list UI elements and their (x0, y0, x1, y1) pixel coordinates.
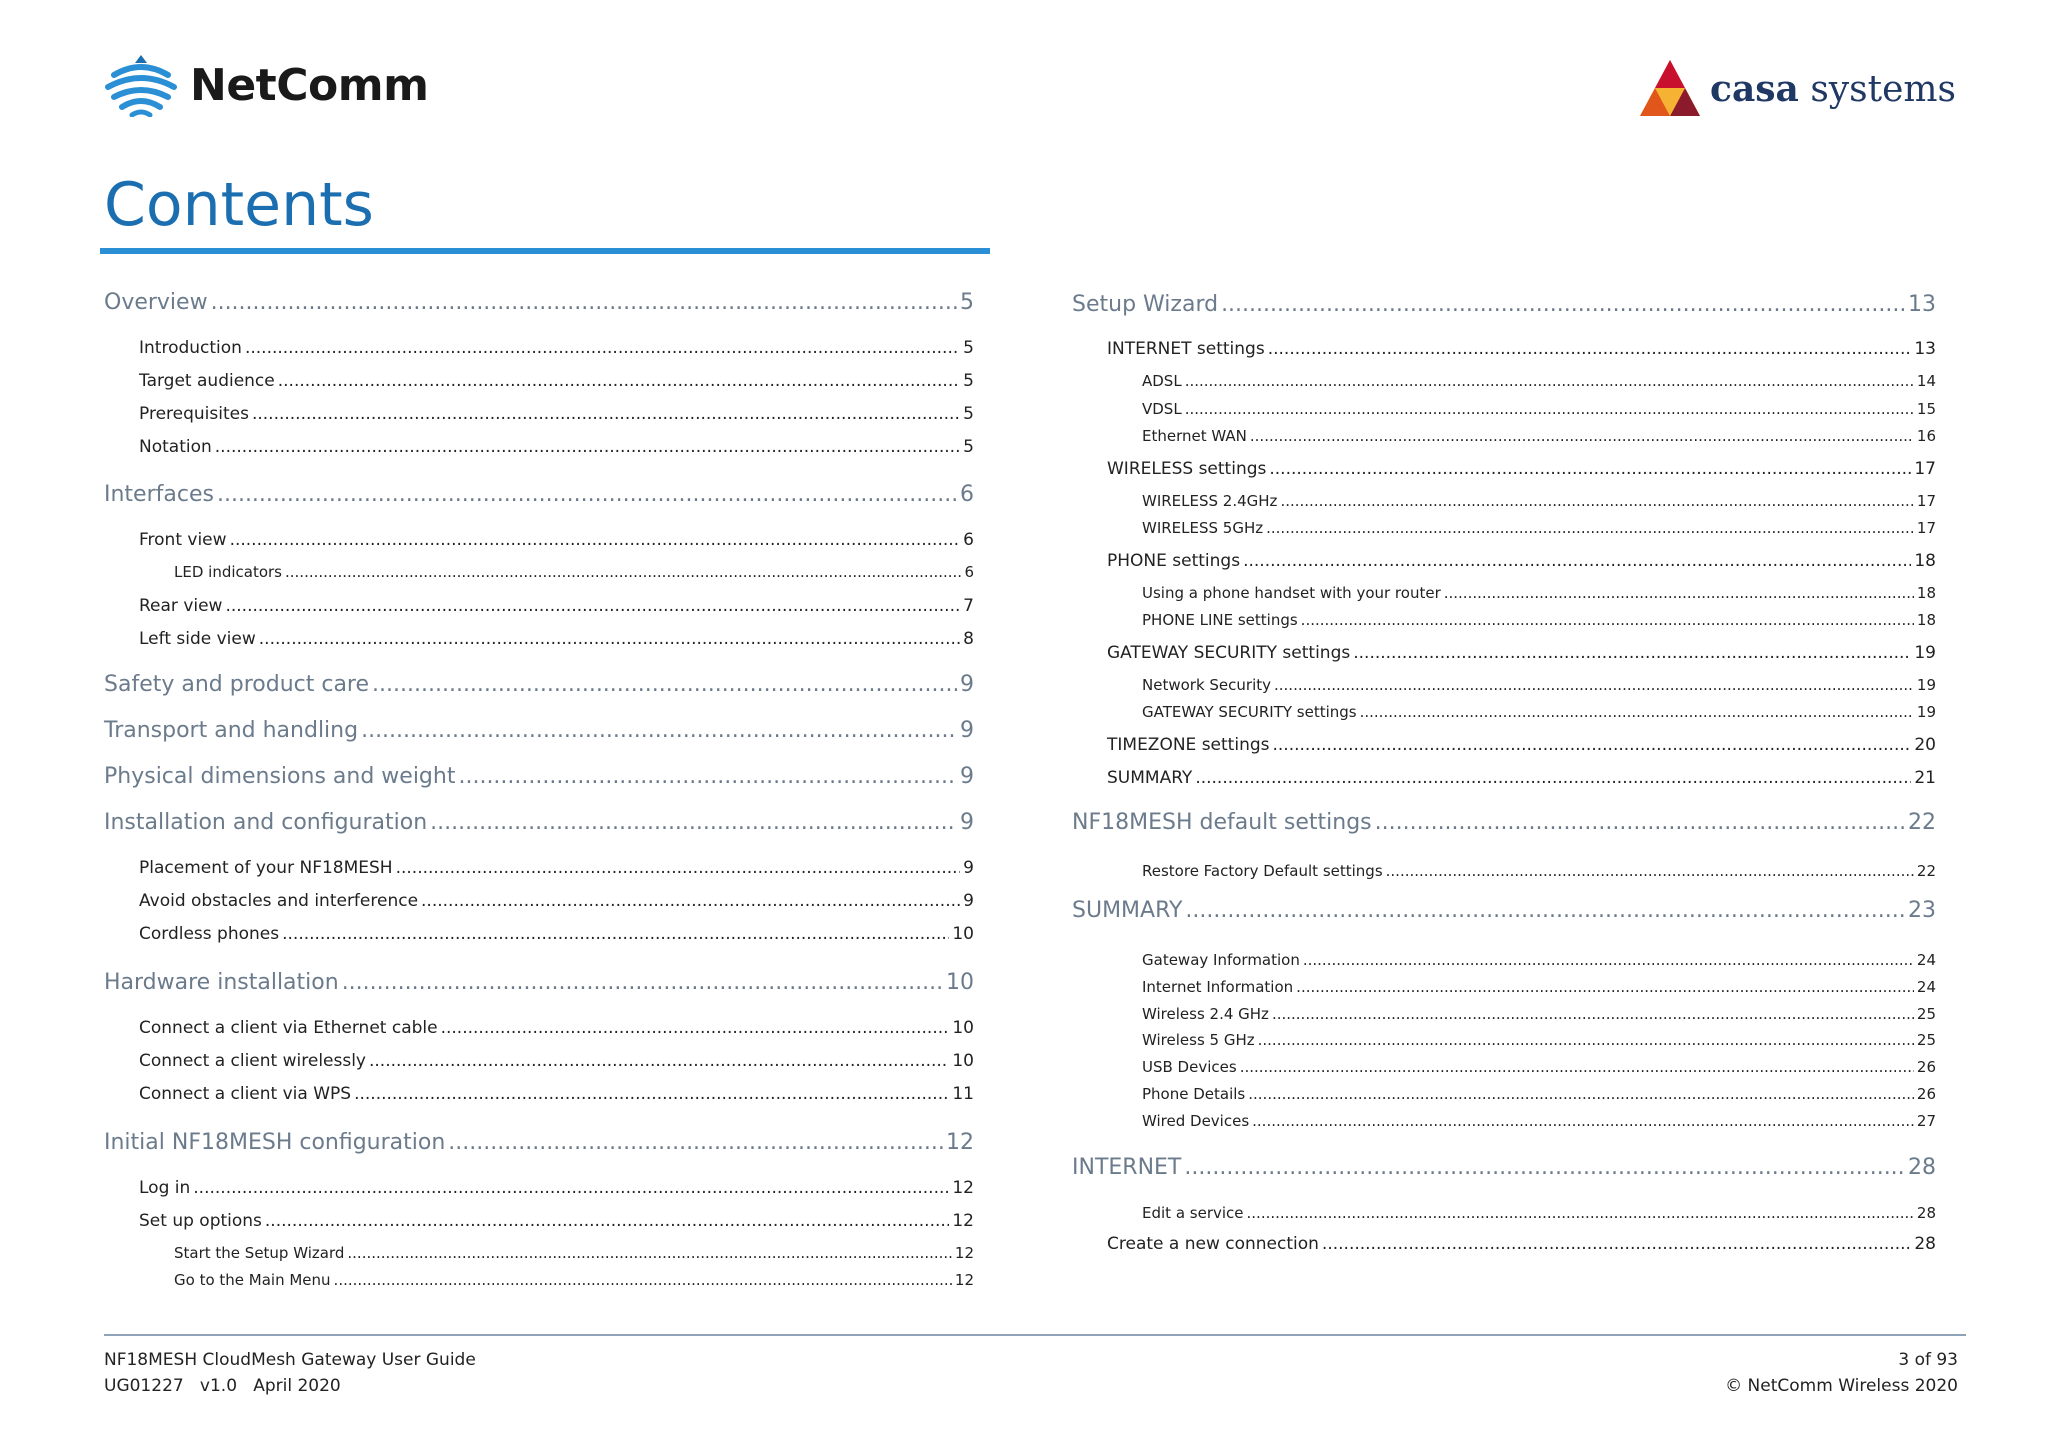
toc-page-number: 19 (1914, 643, 1936, 663)
toc-entry-level-3[interactable] (174, 1244, 974, 1262)
toc-dot-leader (1185, 898, 1905, 923)
toc-entry-label: Connect a client wirelessly (139, 1051, 366, 1071)
toc-page-number: 12 (952, 1178, 974, 1198)
toc-entry-level-2[interactable] (139, 1211, 974, 1231)
toc-dot-leader (282, 924, 949, 944)
toc-entry-level-1[interactable] (1072, 292, 1936, 317)
toc-page-number: 5 (963, 371, 974, 391)
netcomm-logo (104, 50, 428, 120)
toc-entry-label: GATEWAY SECURITY settings (1107, 643, 1351, 663)
toc-page-number: 25 (1916, 1031, 1936, 1049)
toc-entry-label: Create a new connection (1107, 1234, 1319, 1254)
toc-page-number: 26 (1916, 1058, 1936, 1076)
toc-entry-label: Set up options (139, 1211, 262, 1231)
toc-entry-label: NF18MESH default settings (1072, 810, 1372, 835)
toc-entry-level-3[interactable] (1142, 492, 1936, 510)
toc-entry-label: ADSL (1142, 372, 1182, 390)
toc-page-number: 9 (963, 858, 974, 878)
toc-page-number: 28 (1914, 1234, 1936, 1254)
toc-entry-label: SUMMARY (1072, 898, 1183, 923)
toc-entry-label: Go to the Main Menu (174, 1271, 331, 1289)
toc-entry-label: Edit a service (1142, 1204, 1244, 1222)
footer-copyright: © NetComm Wireless 2020 (1725, 1376, 1958, 1396)
toc-entry-level-3[interactable] (1142, 862, 1936, 880)
toc-entry-level-2[interactable] (1107, 551, 1936, 571)
toc-entry-level-3[interactable] (174, 1271, 974, 1289)
toc-page-number: 10 (952, 924, 974, 944)
toc-entry-level-2[interactable] (139, 596, 974, 616)
toc-entry-level-3[interactable] (1142, 1058, 1936, 1076)
toc-dot-leader (259, 629, 960, 649)
toc-dot-leader (1185, 372, 1914, 390)
toc-dot-leader (1280, 492, 1913, 510)
toc-entry-label: WIRELESS 5GHz (1142, 519, 1264, 537)
toc-entry-level-2[interactable] (1107, 735, 1936, 755)
toc-entry-level-1[interactable] (104, 482, 974, 507)
toc-page-number: 5 (963, 404, 974, 424)
toc-dot-leader (211, 290, 957, 315)
toc-dot-leader (1386, 862, 1914, 880)
toc-page-number: 26 (1916, 1085, 1936, 1103)
toc-entry-label: VDSL (1142, 400, 1182, 418)
toc-entry-label: WIRELESS settings (1107, 459, 1267, 479)
casa-triangle-icon (1638, 58, 1702, 120)
toc-entry-label: Front view (139, 530, 227, 550)
toc-page-number: 10 (952, 1018, 974, 1038)
toc-entry-level-2[interactable] (139, 371, 974, 391)
toc-entry-level-3[interactable] (1142, 951, 1936, 969)
toc-dot-leader (361, 718, 957, 743)
toc-entry-label: WIRELESS 2.4GHz (1142, 492, 1278, 510)
toc-entry-label: Notation (139, 437, 212, 457)
toc-page-number: 5 (963, 338, 974, 358)
toc-dot-leader (1444, 584, 1914, 602)
toc-entry-label: Overview (104, 290, 208, 315)
toc-page-number: 12 (954, 1271, 974, 1289)
toc-dot-leader (441, 1018, 950, 1038)
toc-entry-level-1[interactable] (104, 718, 974, 743)
toc-entry-label: Prerequisites (139, 404, 249, 424)
toc-entry-level-1[interactable] (104, 1130, 974, 1155)
toc-entry-label: Transport and handling (104, 718, 359, 743)
toc-dot-leader (1360, 703, 1914, 721)
toc-page-number: 10 (952, 1051, 974, 1071)
toc-page-number: 5 (960, 290, 974, 315)
toc-entry-label: Avoid obstacles and interference (139, 891, 419, 911)
toc-entry-level-2[interactable] (1107, 1234, 1936, 1254)
toc-entry-level-2[interactable] (1107, 339, 1936, 359)
toc-page-number: 9 (960, 672, 974, 697)
toc-dot-leader (215, 437, 960, 457)
toc-entry-label: Log in (139, 1178, 191, 1198)
toc-entry-label: Left side view (139, 629, 256, 649)
netcomm-brand-text: NetComm (190, 59, 429, 111)
toc-entry-level-3[interactable] (174, 563, 974, 581)
toc-dot-leader (342, 970, 943, 995)
toc-entry-level-1[interactable] (104, 290, 974, 315)
toc-entry-level-3[interactable] (1142, 1112, 1936, 1130)
toc-entry-level-2[interactable] (1107, 643, 1936, 663)
toc-entry-label: Rear view (139, 596, 223, 616)
toc-dot-leader (230, 530, 961, 550)
toc-entry-label: Wireless 5 GHz (1142, 1031, 1255, 1049)
toc-entry-label: Initial NF18MESH configuration (104, 1130, 446, 1155)
toc-entry-level-3[interactable] (1142, 1005, 1936, 1023)
toc-entry-label: Gateway Information (1142, 951, 1300, 969)
toc-entry-level-3[interactable] (1142, 978, 1936, 996)
toc-entry-level-3[interactable] (1142, 1204, 1936, 1222)
toc-dot-leader (1250, 427, 1914, 445)
toc-entry-level-2[interactable] (139, 437, 974, 457)
toc-page-number: 11 (952, 1084, 974, 1104)
toc-page-number: 12 (946, 1130, 974, 1155)
toc-entry-label: Introduction (139, 338, 242, 358)
toc-entry-level-2[interactable] (139, 629, 974, 649)
toc-dot-leader (1240, 1058, 1914, 1076)
toc-entry-label: Safety and product care (104, 672, 370, 697)
toc-page-number: 8 (963, 629, 974, 649)
toc-entry-label: Cordless phones (139, 924, 280, 944)
toc-dot-leader (1296, 978, 1914, 996)
toc-entry-label: Wireless 2.4 GHz (1142, 1005, 1269, 1023)
toc-entry-level-2[interactable] (139, 891, 974, 911)
footer-doc-title: NF18MESH CloudMesh Gateway User Guide (104, 1350, 476, 1370)
toc-dot-leader (1303, 951, 1914, 969)
toc-entry-label: PHONE LINE settings (1142, 611, 1298, 629)
toc-entry-level-1[interactable] (104, 764, 974, 789)
toc-page-number: 25 (1916, 1005, 1936, 1023)
toc-dot-leader (334, 1271, 952, 1289)
toc-page-number: 17 (1914, 459, 1936, 479)
toc-dot-leader (1266, 519, 1914, 537)
toc-entry-level-3[interactable] (1142, 1031, 1936, 1049)
toc-entry-level-1[interactable] (1072, 1155, 1936, 1180)
toc-entry-level-2[interactable] (1107, 459, 1936, 479)
toc-dot-leader (285, 563, 961, 581)
toc-page-number: 28 (1908, 1155, 1936, 1180)
toc-entry-level-2[interactable] (139, 530, 974, 550)
toc-page-number: 12 (952, 1211, 974, 1231)
toc-entry-level-2[interactable] (139, 1178, 974, 1198)
toc-entry-level-3[interactable] (1142, 703, 1936, 721)
toc-entry-label: Installation and configuration (104, 810, 428, 835)
toc-dot-leader (1185, 400, 1914, 418)
toc-dot-leader (265, 1211, 949, 1231)
toc-entry-level-1[interactable] (104, 810, 974, 835)
toc-dot-leader (1301, 611, 1914, 629)
toc-page-number: 18 (1914, 551, 1936, 571)
toc-page-number: 17 (1916, 492, 1936, 510)
toc-entry-label: Phone Details (1142, 1085, 1246, 1103)
toc-dot-leader (1247, 1204, 1914, 1222)
toc-page-number: 16 (1916, 427, 1936, 445)
toc-entry-label: INTERNET (1072, 1155, 1182, 1180)
toc-entry-label: Internet Information (1142, 978, 1294, 996)
toc-page-number: 9 (963, 891, 974, 911)
toc-page-number: 19 (1916, 703, 1936, 721)
toc-dot-leader (1248, 1085, 1914, 1103)
toc-page-number: 6 (960, 482, 974, 507)
toc-entry-label: Network Security (1142, 676, 1271, 694)
toc-dot-leader (1195, 768, 1911, 788)
toc-entry-label: SUMMARY (1107, 768, 1193, 788)
toc-entry-level-2[interactable] (139, 1051, 974, 1071)
toc-entry-level-2[interactable] (139, 858, 974, 878)
toc-page-number: 19 (1916, 676, 1936, 694)
toc-dot-leader (217, 482, 957, 507)
toc-dot-leader (1184, 1155, 1905, 1180)
toc-entry-level-2[interactable] (1107, 768, 1936, 788)
toc-page-number: 9 (960, 810, 974, 835)
toc-dot-leader (245, 338, 960, 358)
toc-page-number: 20 (1914, 735, 1936, 755)
toc-dot-leader (396, 858, 961, 878)
toc-entry-label: Hardware installation (104, 970, 339, 995)
toc-entry-level-1[interactable] (104, 672, 974, 697)
toc-dot-leader (458, 764, 957, 789)
toc-entry-label: GATEWAY SECURITY settings (1142, 703, 1357, 721)
toc-page-number: 18 (1916, 584, 1936, 602)
toc-page-number: 6 (964, 563, 974, 581)
toc-dot-leader (1268, 339, 1912, 359)
footer-divider (104, 1334, 1966, 1336)
toc-dot-leader (372, 672, 957, 697)
toc-dot-leader (278, 371, 960, 391)
toc-dot-leader (1221, 292, 1905, 317)
toc-page-number: 27 (1916, 1112, 1936, 1130)
toc-page-number: 21 (1914, 768, 1936, 788)
toc-entry-label: Connect a client via WPS (139, 1084, 352, 1104)
toc-page-number: 24 (1916, 951, 1936, 969)
toc-entry-level-3[interactable] (1142, 584, 1936, 602)
toc-entry-level-3[interactable] (1142, 611, 1936, 629)
toc-dot-leader (1252, 1112, 1914, 1130)
toc-entry-level-2[interactable] (139, 1018, 974, 1038)
toc-dot-leader (1273, 735, 1912, 755)
toc-page-number: 28 (1916, 1204, 1936, 1222)
footer-page-number: 3 of 93 (1898, 1350, 1958, 1370)
toc-entry-level-3[interactable] (1142, 427, 1936, 445)
toc-dot-leader (430, 810, 957, 835)
toc-entry-label: INTERNET settings (1107, 339, 1265, 359)
toc-entry-label: Ethernet WAN (1142, 427, 1247, 445)
toc-page-number: 6 (963, 530, 974, 550)
toc-entry-label: Physical dimensions and weight (104, 764, 456, 789)
toc-entry-level-2[interactable] (139, 1084, 974, 1104)
toc-entry-label: Placement of your NF18MESH (139, 858, 393, 878)
toc-dot-leader (421, 891, 960, 911)
footer-doc-version: UG01227 v1.0 April 2020 (104, 1376, 341, 1396)
title-divider (100, 248, 990, 254)
toc-entry-label: TIMEZONE settings (1107, 735, 1270, 755)
wifi-waves-icon (104, 53, 178, 117)
toc-entry-level-3[interactable] (1142, 1085, 1936, 1103)
toc-dot-leader (369, 1051, 949, 1071)
toc-dot-leader (1375, 810, 1905, 835)
toc-entry-level-2[interactable] (139, 924, 974, 944)
toc-dot-leader (1353, 643, 1911, 663)
toc-entry-level-2[interactable] (139, 338, 974, 358)
toc-page-number: 9 (960, 718, 974, 743)
toc-page-number: 13 (1908, 292, 1936, 317)
toc-entry-level-3[interactable] (1142, 676, 1936, 694)
toc-page-number: 10 (946, 970, 974, 995)
toc-entry-level-3[interactable] (1142, 519, 1936, 537)
toc-dot-leader (225, 596, 960, 616)
toc-entry-level-3[interactable] (1142, 400, 1936, 418)
toc-dot-leader (347, 1244, 952, 1262)
toc-entry-label: Restore Factory Default settings (1142, 862, 1383, 880)
toc-entry-label: Interfaces (104, 482, 214, 507)
toc-page-number: 7 (963, 596, 974, 616)
toc-dot-leader (1258, 1031, 1914, 1049)
toc-page-number: 15 (1916, 400, 1936, 418)
toc-page-number: 18 (1916, 611, 1936, 629)
toc-page-number: 9 (960, 764, 974, 789)
toc-page-number: 23 (1908, 898, 1936, 923)
toc-entry-level-1[interactable] (104, 970, 974, 995)
toc-page-number: 24 (1916, 978, 1936, 996)
toc-entry-label: PHONE settings (1107, 551, 1241, 571)
toc-dot-leader (448, 1130, 943, 1155)
toc-entry-level-3[interactable] (1142, 372, 1936, 390)
toc-page-number: 13 (1914, 339, 1936, 359)
toc-entry-label: Wired Devices (1142, 1112, 1250, 1130)
toc-dot-leader (1243, 551, 1911, 571)
toc-entry-label: USB Devices (1142, 1058, 1237, 1076)
casa-systems-logo (1638, 54, 1956, 124)
toc-dot-leader (1322, 1234, 1911, 1254)
toc-entry-label: Connect a client via Ethernet cable (139, 1018, 438, 1038)
toc-dot-leader (252, 404, 960, 424)
toc-page-number: 22 (1908, 810, 1936, 835)
toc-page-number: 5 (963, 437, 974, 457)
toc-page-number: 17 (1916, 519, 1936, 537)
toc-entry-level-1[interactable] (1072, 898, 1936, 923)
toc-page-number: 14 (1916, 372, 1936, 390)
toc-dot-leader (1272, 1005, 1914, 1023)
toc-entry-level-2[interactable] (139, 404, 974, 424)
toc-dot-leader (1269, 459, 1911, 479)
toc-page-number: 12 (954, 1244, 974, 1262)
toc-entry-label: LED indicators (174, 563, 282, 581)
toc-entry-label: Start the Setup Wizard (174, 1244, 345, 1262)
toc-dot-leader (354, 1084, 949, 1104)
toc-entry-label: Setup Wizard (1072, 292, 1219, 317)
toc-entry-label: Target audience (139, 371, 275, 391)
toc-entry-label: Using a phone handset with your router (1142, 584, 1441, 602)
casa-brand-text: casa systems (1710, 68, 1956, 110)
toc-entry-level-1[interactable] (1072, 810, 1936, 835)
page-title: Contents (104, 170, 374, 240)
toc-page-number: 22 (1916, 862, 1936, 880)
toc-dot-leader (193, 1178, 949, 1198)
toc-dot-leader (1274, 676, 1914, 694)
